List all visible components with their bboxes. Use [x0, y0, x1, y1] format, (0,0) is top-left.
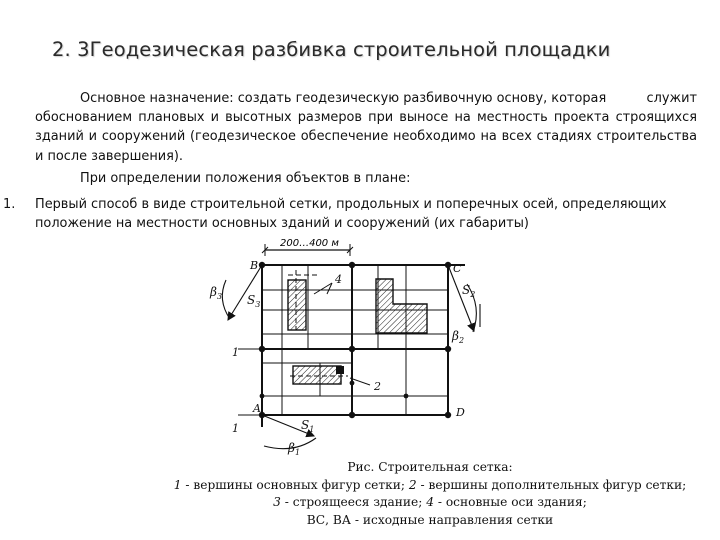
paragraph-purpose: [35, 89, 697, 166]
list-item-1: [3, 195, 675, 233]
s-3-label: $S_3$: [247, 293, 261, 309]
vertex-d-label: D: [456, 406, 465, 419]
paragraph-positioning: При определении положения объектов в плане:: [80, 171, 411, 186]
caption-line-3: ВС, ВА - исходные направления сетки: [306, 512, 554, 527]
additional-grid: [238, 265, 448, 415]
s-1-label: $S_1$: [301, 418, 315, 434]
beta-3-label: $\beta_3$: [210, 285, 223, 301]
caption-line-2: 3 - строящееся здание; 4 - основные оси здания;: [273, 495, 587, 510]
beta-2-label: $\beta_2$: [452, 329, 465, 345]
vertex-a-label: A: [253, 402, 261, 415]
beta-1-label: $\beta_1$: [288, 441, 301, 457]
label-2: 2: [374, 380, 381, 393]
building-left: [288, 280, 306, 330]
paragraph-purpose-rest: служит обоснованием плановых и высотных размеров при выносе на местность проекта строящихся зданий и сооружений (геодезическое обеспечение необходимо на всех стадиях строительства и после завершения).: [35, 91, 697, 164]
construction-grid-figure: [190, 232, 500, 460]
paragraph-purpose-first-line: Основное назначение: создать геодезическую разбивочную основу, которая: [80, 91, 607, 106]
label-4: 4: [335, 273, 342, 286]
figure-caption: [150, 459, 710, 529]
list-item-1-text: Первый способ в виде строительной сетки, продольных и поперечных осей, определяющих положение на местности основных зданий и сооружений (их габариты): [35, 197, 667, 232]
vertex-b-label: B: [250, 259, 259, 272]
slide-title: 2. 3Геодезическая разбивка строительной площадки: [52, 38, 611, 61]
label-1-lower: 1: [232, 422, 239, 435]
building-center: [293, 366, 344, 384]
building-l-shape: [376, 279, 427, 333]
caption-line-1: 1 - вершины основных фигур сетки; 2 - вершины дополнительных фигур сетки;: [173, 477, 687, 492]
list-item-1-number: 1.: [3, 197, 16, 212]
dimension-label: 200…400 м: [280, 238, 339, 249]
label-1-upper: 1: [232, 346, 239, 359]
caption-title: Рис. Строительная сетка:: [347, 460, 513, 474]
vertex-c-label: C: [453, 262, 462, 275]
s-2-label: $S_2$: [462, 283, 476, 299]
